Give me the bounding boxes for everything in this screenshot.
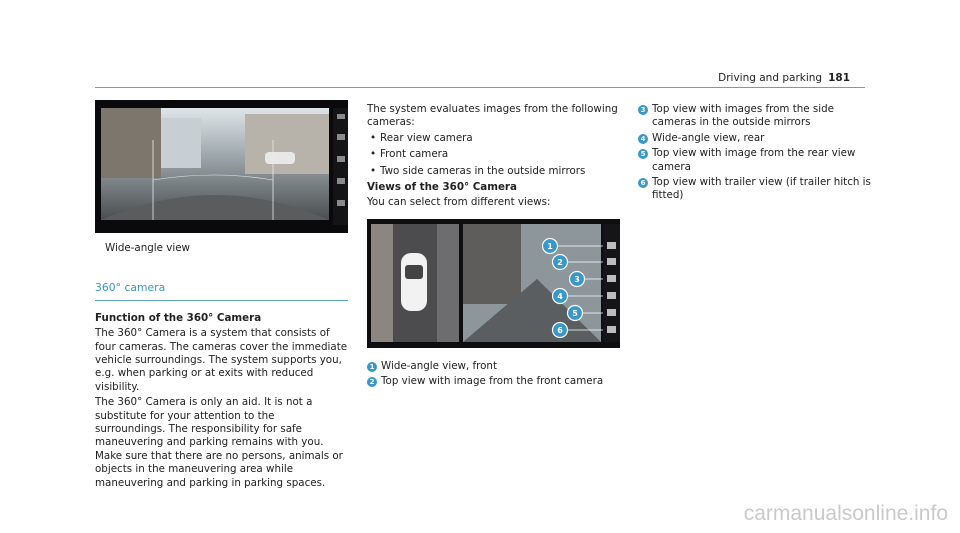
- marker-label: 6: [557, 325, 563, 335]
- bullet-icon: •: [370, 164, 377, 177]
- number-badge: 6: [638, 178, 648, 188]
- marker-label: 1: [547, 241, 553, 251]
- views-heading: Views of the 360° Camera: [367, 181, 517, 194]
- view-text: Wide-angle view, front: [381, 359, 497, 372]
- view-text: Top view with image from the rear view camera: [652, 147, 856, 173]
- views-screenshot: [367, 219, 620, 348]
- marker-label: 2: [557, 257, 563, 267]
- number-badge: 2: [367, 377, 377, 387]
- section-rule: [95, 300, 348, 301]
- number-badge: 5: [638, 149, 648, 159]
- running-header: [718, 72, 850, 84]
- list-item: [638, 147, 878, 174]
- bullet-icon: •: [370, 131, 377, 144]
- bullet-icon: •: [370, 148, 377, 161]
- camera-item: Front camera: [380, 148, 449, 161]
- safety-paragraph: The 360° Camera is only an aid. It is not a substitute for your attention to the surroundings. The responsibility for safe maneuvering and parking remains with you. Make sure that there are no persons, animals or objects in the maneuvering area while maneuvering and parking in parking spaces.: [95, 396, 343, 489]
- view-text: Top view with trailer view (if trailer hitch is fitted): [652, 176, 871, 202]
- section-heading: 360° camera: [95, 281, 166, 295]
- number-badge: 3: [638, 105, 648, 115]
- number-badge: 4: [638, 134, 648, 144]
- function-heading: Function of the 360° Camera: [95, 311, 262, 324]
- marker-label: 4: [557, 291, 563, 301]
- marker-label: 3: [574, 274, 580, 284]
- figure-caption: Wide-angle view: [105, 242, 190, 254]
- views-list-part1: [367, 360, 622, 389]
- view-text: Wide-angle view, rear: [652, 131, 765, 144]
- list-item: [638, 103, 878, 130]
- view-text: Top view with image from the front camera: [381, 375, 604, 388]
- header-rule: [95, 87, 865, 88]
- number-badge: 1: [367, 362, 377, 372]
- list-item: [367, 360, 622, 373]
- views-intro: You can select from different views:: [367, 196, 551, 209]
- camera-list: [367, 132, 622, 178]
- function-paragraph: The 360° Camera is a system that consists of four cameras. The cameras cover the immediate vehicle surroundings. The system supports you, e.g. when parking or at exits with reduced visibility.: [95, 327, 348, 393]
- list-item: [367, 375, 622, 388]
- wide-angle-camera-image: [95, 100, 348, 233]
- list-item: [638, 132, 878, 145]
- wide-angle-screenshot: [95, 100, 348, 233]
- column-middle: [367, 103, 622, 391]
- list-item: [638, 176, 878, 203]
- column-left: [95, 100, 348, 489]
- header-title: Driving and parking: [718, 72, 823, 84]
- watermark: carmanualsonline.info: [743, 502, 948, 525]
- list-item: [367, 148, 622, 161]
- view-text: Top view with images from the side cameras in the outside mirrors: [652, 103, 834, 129]
- marker-label: 5: [572, 308, 578, 318]
- camera-item: Rear view camera: [380, 131, 473, 144]
- list-item: [367, 132, 622, 145]
- camera-views-image: [367, 219, 620, 348]
- views-list-part2: [638, 103, 878, 203]
- camera-item: Two side cameras in the outside mirrors: [380, 164, 586, 177]
- page-number: 181: [828, 72, 850, 84]
- column-right: [638, 103, 878, 205]
- cameras-intro: The system evaluates images from the following cameras:: [367, 103, 618, 129]
- list-item: [367, 165, 622, 178]
